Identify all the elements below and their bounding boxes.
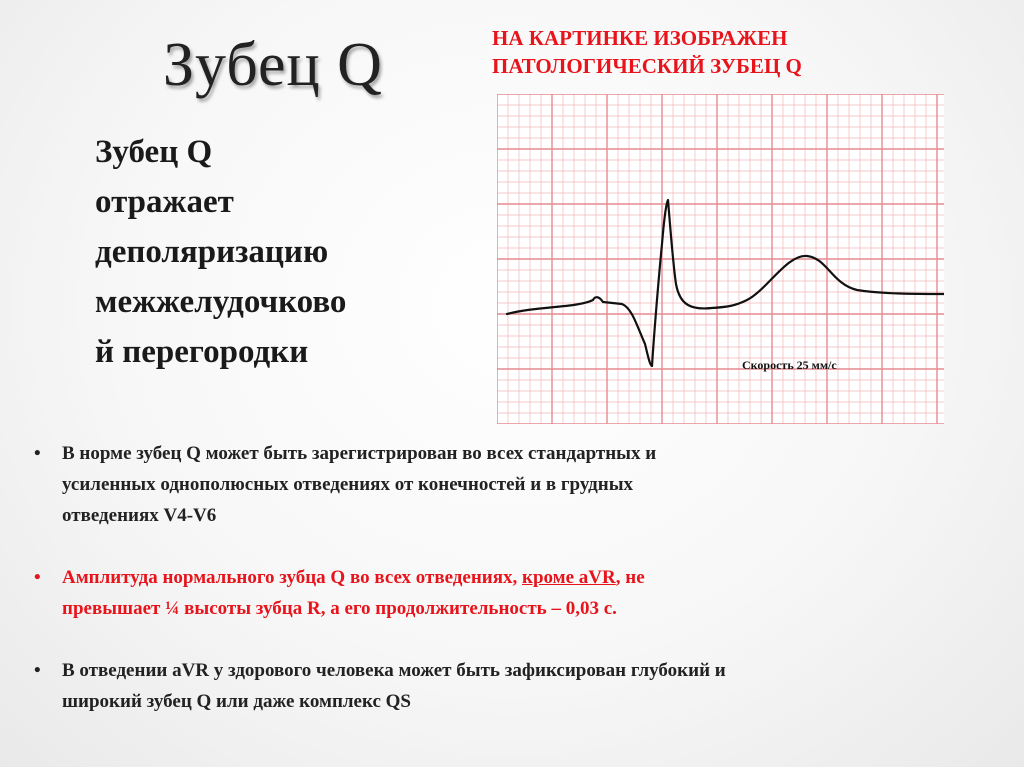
slide-title: Зубец Q: [163, 31, 383, 99]
bullet-1-line-2: усиленных однополюсных отведениях от конечностей и в грудных: [62, 474, 634, 495]
definition-line-3: деполяризацию: [95, 234, 329, 270]
definition-line-4: межжелудочково: [95, 284, 347, 320]
bullet-item-3: [34, 655, 994, 717]
ecg-strip-image: [497, 94, 944, 424]
bullet-2-text-end: , не: [615, 567, 645, 588]
ecg-speed-label: Скорость 25 мм/с: [742, 358, 837, 372]
bullet-item-2: [34, 562, 994, 624]
definition-line-5: й перегородки: [95, 334, 309, 370]
definition-line-1: Зубец Q: [95, 134, 213, 170]
red-heading: [492, 24, 802, 80]
bullet-3-line-2: широкий зубец Q или даже комплекс QS: [62, 691, 411, 712]
bullet-3-line-1: • В отведении aVR у здорового человека может быть зафиксирован глубокий и: [62, 660, 726, 681]
bullet-2-line-2: превышает ¼ высоты зубца R, а его продолжительность – 0,03 с.: [62, 598, 617, 619]
red-heading-line-1: НА КАРТИНКЕ ИЗОБРАЖЕН: [492, 26, 788, 50]
definition-text: [95, 127, 465, 377]
bullet-1-line-3: отведениях V4-V6: [62, 505, 217, 526]
bullet-item-1: [34, 438, 994, 531]
bullet-1-line-1: • В норме зубец Q может быть зарегистрирован во всех стандартных и: [62, 443, 657, 464]
bullet-2-line-1: [62, 562, 994, 593]
bullet-2-text-start: Амплитуда нормального зубца Q во всех отведениях,: [62, 567, 523, 588]
bullet-2-underlined-text: кроме aVR: [522, 567, 616, 588]
definition-line-2: отражает: [95, 184, 234, 220]
red-heading-line-2: ПАТОЛОГИЧЕСКИЙ ЗУБЕЦ Q: [492, 54, 802, 78]
bullet-list: [34, 438, 994, 748]
